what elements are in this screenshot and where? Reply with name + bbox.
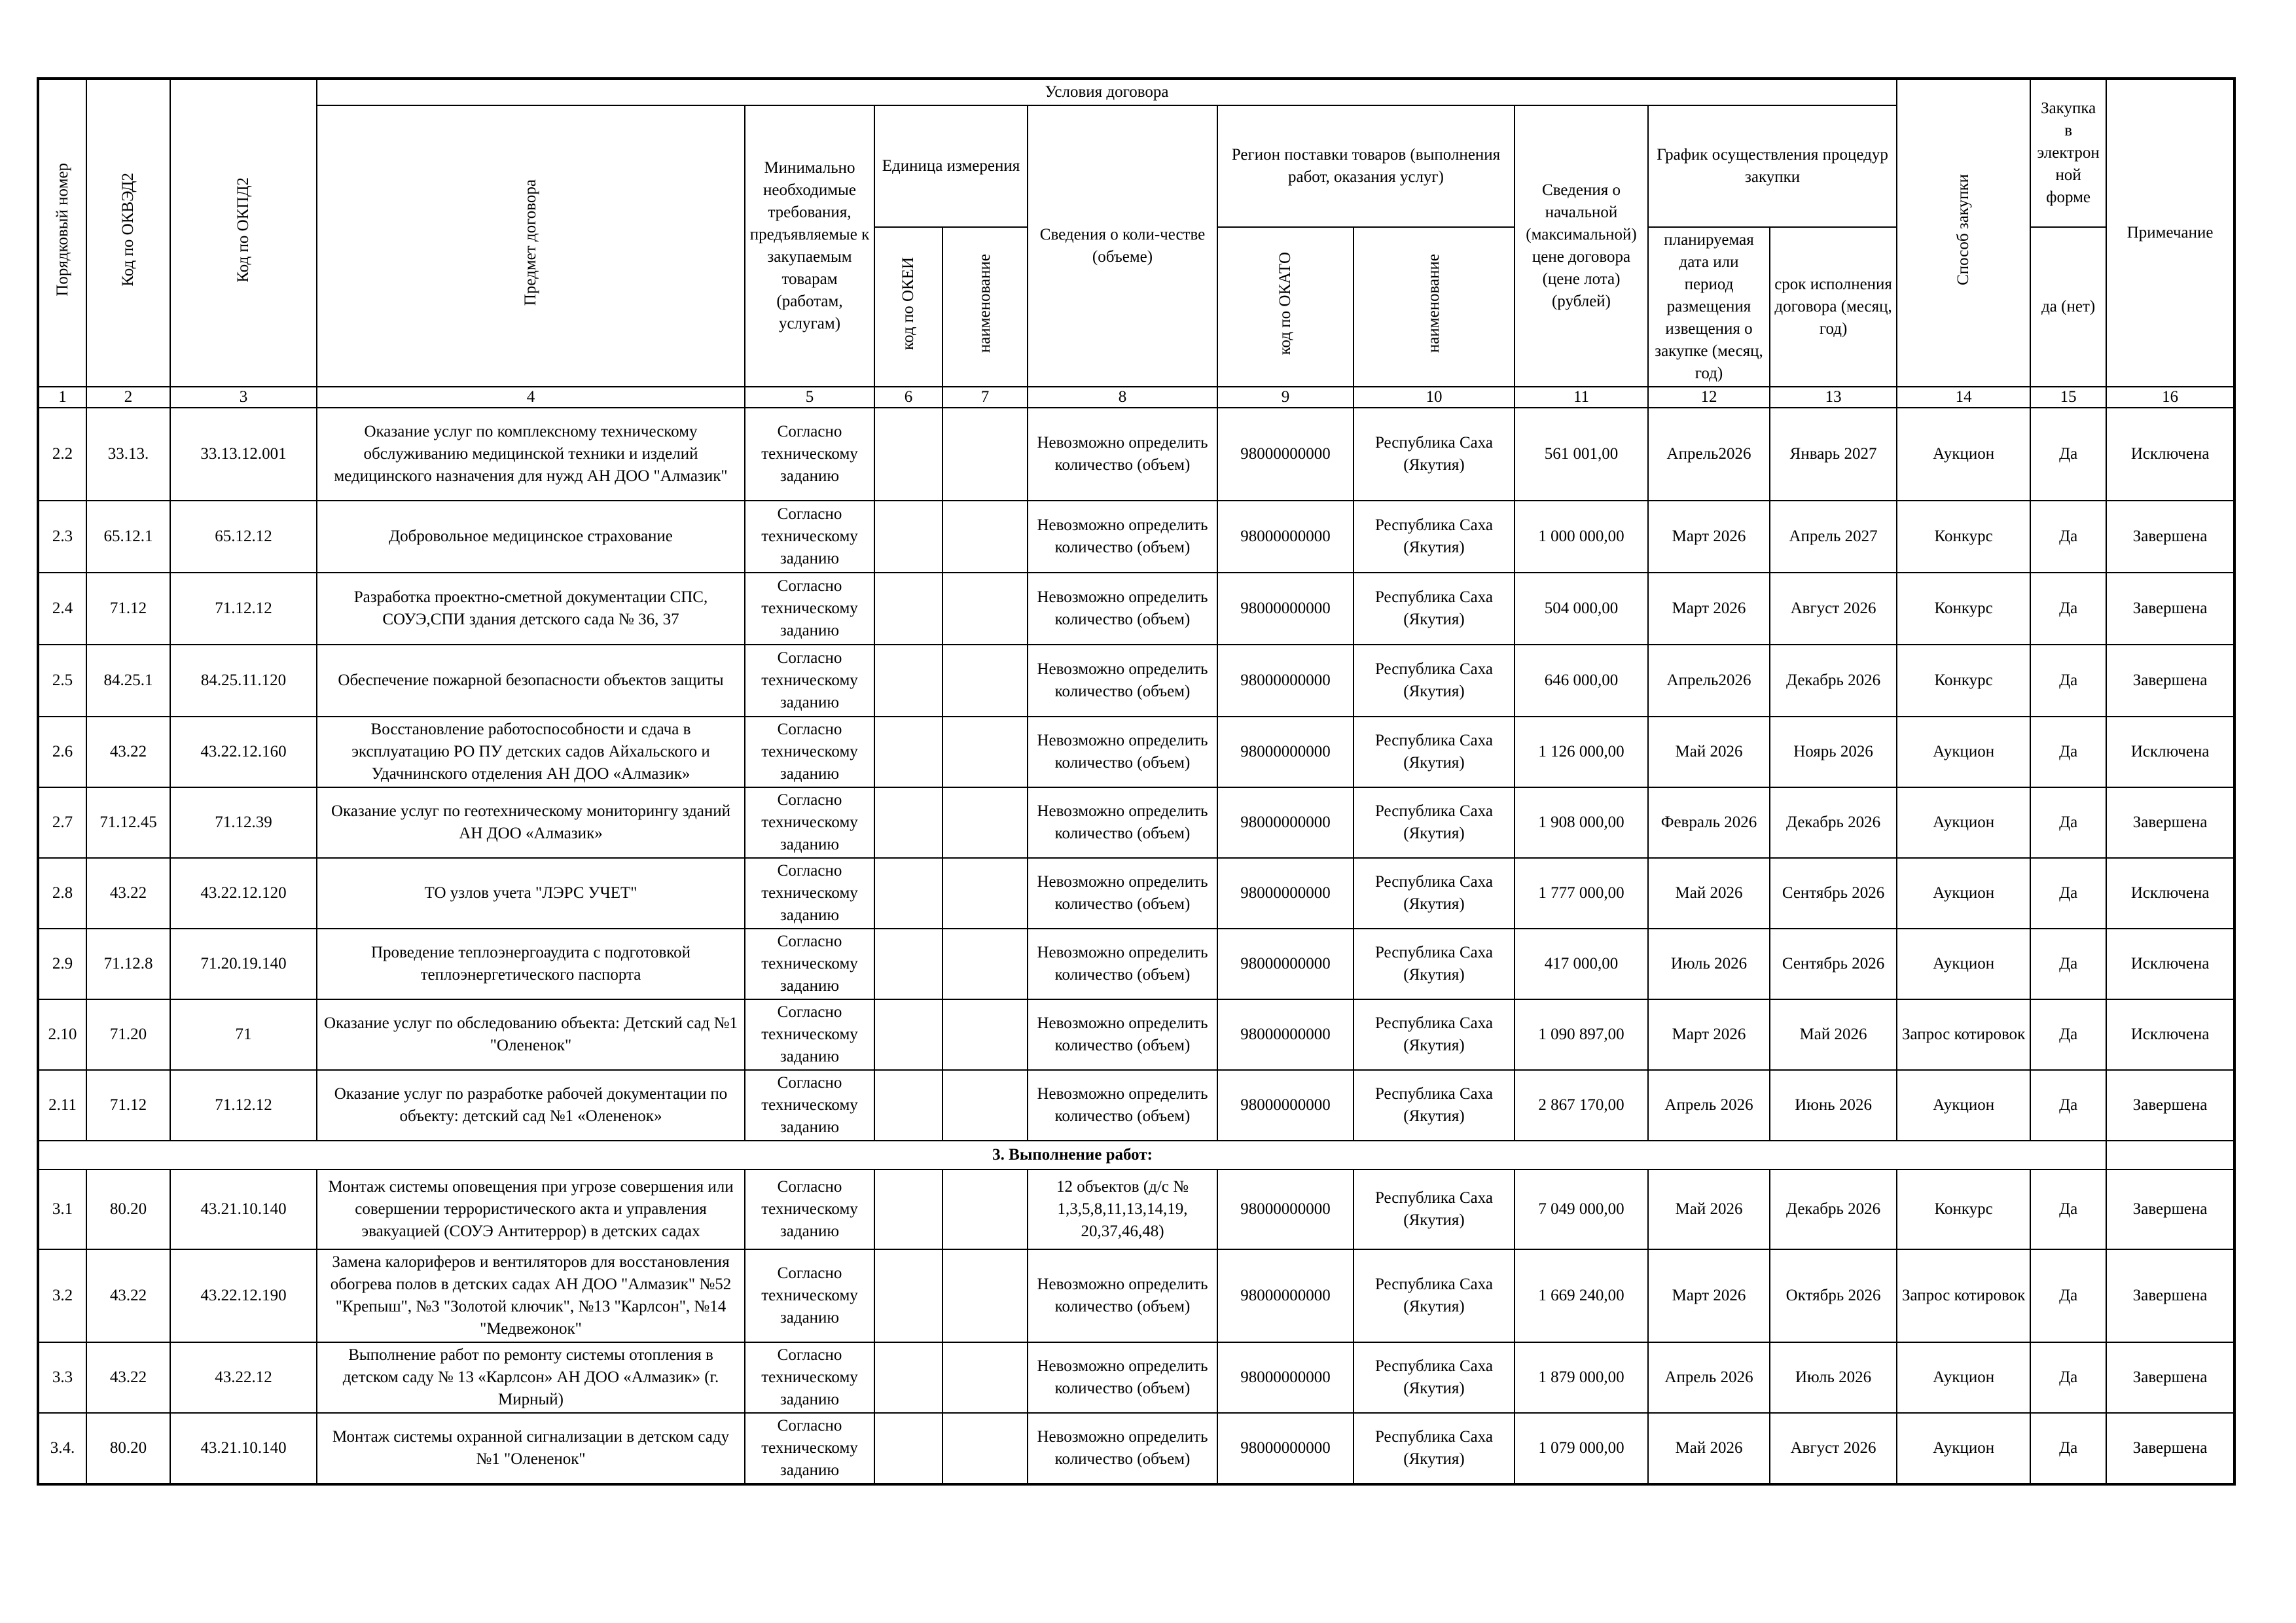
header-note: Примечание: [2106, 79, 2234, 387]
electronic-form: Да: [2030, 645, 2106, 717]
contract-subject: Оказание услуг по комплексному техническому обслуживанию медицинской техники и изделий медицинского назначения для нужд АН ДОО "Алмазик": [317, 408, 745, 501]
section-title-note-cell: [2106, 1141, 2234, 1169]
header-unit: Единица измерения: [874, 105, 1028, 227]
quantity: Невозможно определить количество (объем): [1028, 1342, 1217, 1413]
quantity: Невозможно определить количество (объем): [1028, 787, 1217, 858]
requirements: Согласно техническому заданию: [745, 858, 874, 929]
unit-name: [942, 573, 1028, 645]
okved-code: 43.22: [86, 717, 170, 787]
contract-deadline: Октябрь 2026: [1770, 1249, 1897, 1342]
requirements: Согласно техническому заданию: [745, 929, 874, 999]
row-number: 3.1: [38, 1169, 86, 1249]
planned-date: Март 2026: [1648, 999, 1770, 1070]
unit-name: [942, 645, 1028, 717]
contract-deadline: Июль 2026: [1770, 1342, 1897, 1413]
okato-code: 98000000000: [1217, 408, 1354, 501]
unit-name: [942, 408, 1028, 501]
okpd-code: 43.22.12.190: [170, 1249, 317, 1342]
okei-code: [874, 1413, 942, 1484]
unit-name: [942, 717, 1028, 787]
initial-price: 7 049 000,00: [1515, 1169, 1648, 1249]
planned-date: Февраль 2026: [1648, 787, 1770, 858]
initial-price: 1 879 000,00: [1515, 1342, 1648, 1413]
quantity: Невозможно определить количество (объем): [1028, 858, 1217, 929]
okpd-code: 71.12.39: [170, 787, 317, 858]
okved-code: 43.22: [86, 1342, 170, 1413]
column-number: 4: [317, 387, 745, 408]
okpd-code: 71.12.12: [170, 1070, 317, 1141]
row-number: 2.9: [38, 929, 86, 999]
requirements: Согласно техническому заданию: [745, 1342, 874, 1413]
row-number: 2.11: [38, 1070, 86, 1141]
column-number: 1: [38, 387, 86, 408]
okved-code: 71.12: [86, 573, 170, 645]
okpd-code: 65.12.12: [170, 501, 317, 573]
table-row: [38, 1249, 2234, 1342]
note: Исключена: [2106, 717, 2234, 787]
contract-subject: Выполнение работ по ремонту системы отопления в детском саду № 13 «Карлсон» АН ДОО «Алмазик» (г. Мирный): [317, 1342, 745, 1413]
okato-code: 98000000000: [1217, 929, 1354, 999]
initial-price: 1 908 000,00: [1515, 787, 1648, 858]
column-number: 2: [86, 387, 170, 408]
okato-code: 98000000000: [1217, 1169, 1354, 1249]
table-row: [38, 929, 2234, 999]
planned-date: Март 2026: [1648, 573, 1770, 645]
unit-name: [942, 929, 1028, 999]
procurement-rows-section-2: [38, 408, 2234, 1141]
table-row: [38, 1070, 2234, 1141]
header-price: Сведения о начальной (максимальной) цене договора (цене лота) (рублей): [1515, 105, 1648, 387]
okpd-code: 43.22.12: [170, 1342, 317, 1413]
row-number: 2.3: [38, 501, 86, 573]
unit-name: [942, 787, 1028, 858]
header-terms: Условия договора: [317, 79, 1897, 105]
electronic-form: Да: [2030, 787, 2106, 858]
column-number-row: [38, 387, 2234, 408]
region-name: Республика Саха (Якутия): [1354, 858, 1515, 929]
region-name: Республика Саха (Якутия): [1354, 1413, 1515, 1484]
header-unit-name: наименование: [942, 227, 1028, 387]
procurement-method: Аукцион: [1897, 787, 2030, 858]
header-planned: планируемая дата или период размещения извещения о закупке (месяц, год): [1648, 227, 1770, 387]
contract-deadline: Декабрь 2026: [1770, 645, 1897, 717]
contract-subject: Монтаж системы охранной сигнализации в детском саду №1 "Олененок": [317, 1413, 745, 1484]
row-number: 3.2: [38, 1249, 86, 1342]
requirements: Согласно техническому заданию: [745, 1413, 874, 1484]
table-row: [38, 999, 2234, 1070]
electronic-form: Да: [2030, 408, 2106, 501]
okato-code: 98000000000: [1217, 501, 1354, 573]
requirements: Согласно техническому заданию: [745, 573, 874, 645]
column-number: 7: [942, 387, 1028, 408]
note: Исключена: [2106, 408, 2234, 501]
requirements: Согласно техническому заданию: [745, 1169, 874, 1249]
okpd-code: 43.22.12.160: [170, 717, 317, 787]
header-method: Способ закупки: [1897, 79, 2030, 387]
okpd-code: 43.21.10.140: [170, 1169, 317, 1249]
quantity: Невозможно определить количество (объем): [1028, 717, 1217, 787]
initial-price: 646 000,00: [1515, 645, 1648, 717]
okpd-code: 43.22.12.120: [170, 858, 317, 929]
procurement-plan-table: [37, 77, 2236, 1486]
initial-price: 561 001,00: [1515, 408, 1648, 501]
planned-date: Июль 2026: [1648, 929, 1770, 999]
header-okved: Код по ОКВЭД2: [86, 79, 170, 387]
column-number: 14: [1897, 387, 2030, 408]
electronic-form: Да: [2030, 717, 2106, 787]
okato-code: 98000000000: [1217, 1413, 1354, 1484]
contract-deadline: Декабрь 2026: [1770, 1169, 1897, 1249]
electronic-form: Да: [2030, 1169, 2106, 1249]
row-number: 2.6: [38, 717, 86, 787]
contract-subject: ТО узлов учета "ЛЭРС УЧЕТ": [317, 858, 745, 929]
quantity: Невозможно определить количество (объем): [1028, 999, 1217, 1070]
okato-code: 98000000000: [1217, 1342, 1354, 1413]
planned-date: Март 2026: [1648, 501, 1770, 573]
region-name: Республика Саха (Якутия): [1354, 1070, 1515, 1141]
region-name: Республика Саха (Якутия): [1354, 787, 1515, 858]
planned-date: Май 2026: [1648, 1169, 1770, 1249]
contract-deadline: Ноярь 2026: [1770, 717, 1897, 787]
unit-name: [942, 1070, 1028, 1141]
table-row: [38, 408, 2234, 501]
planned-date: Апрель2026: [1648, 408, 1770, 501]
okei-code: [874, 717, 942, 787]
okei-code: [874, 573, 942, 645]
region-name: Республика Саха (Якутия): [1354, 645, 1515, 717]
procurement-method: Аукцион: [1897, 929, 2030, 999]
okei-code: [874, 1249, 942, 1342]
section-3-header: [38, 1141, 2234, 1169]
okved-code: 84.25.1: [86, 645, 170, 717]
row-number: 2.10: [38, 999, 86, 1070]
procurement-method: Запрос котировок: [1897, 999, 2030, 1070]
initial-price: 1 090 897,00: [1515, 999, 1648, 1070]
electronic-form: Да: [2030, 1249, 2106, 1342]
column-number: 11: [1515, 387, 1648, 408]
okato-code: 98000000000: [1217, 999, 1354, 1070]
row-number: 2.2: [38, 408, 86, 501]
okato-code: 98000000000: [1217, 858, 1354, 929]
note: Завершена: [2106, 645, 2234, 717]
unit-name: [942, 1169, 1028, 1249]
note: Завершена: [2106, 1070, 2234, 1141]
procurement-method: Запрос котировок: [1897, 1249, 2030, 1342]
initial-price: 2 867 170,00: [1515, 1070, 1648, 1141]
contract-deadline: Август 2026: [1770, 573, 1897, 645]
okved-code: 71.12: [86, 1070, 170, 1141]
okved-code: 71.12.8: [86, 929, 170, 999]
quantity: Невозможно определить количество (объем): [1028, 573, 1217, 645]
header-electronic: Закупка в электрон ной форме: [2030, 79, 2106, 227]
okato-code: 98000000000: [1217, 1070, 1354, 1141]
procurement-method: Конкурс: [1897, 573, 2030, 645]
okpd-code: 71.20.19.140: [170, 929, 317, 999]
region-name: Республика Саха (Якутия): [1354, 1342, 1515, 1413]
procurement-plan-sheet: [37, 77, 2233, 1486]
region-name: Республика Саха (Якутия): [1354, 1249, 1515, 1342]
requirements: Согласно техническому заданию: [745, 1249, 874, 1342]
contract-deadline: Сентябрь 2026: [1770, 929, 1897, 999]
electronic-form: Да: [2030, 929, 2106, 999]
okved-code: 71.12.45: [86, 787, 170, 858]
header-okpd: Код по ОКПД2: [170, 79, 317, 387]
quantity: Невозможно определить количество (объем): [1028, 929, 1217, 999]
procurement-method: Аукцион: [1897, 858, 2030, 929]
okei-code: [874, 645, 942, 717]
initial-price: 1 126 000,00: [1515, 717, 1648, 787]
electronic-form: Да: [2030, 999, 2106, 1070]
region-name: Республика Саха (Якутия): [1354, 1169, 1515, 1249]
procurement-rows-section-3: [38, 1169, 2234, 1484]
table-row: [38, 573, 2234, 645]
table-row: [38, 717, 2234, 787]
table-row: [38, 645, 2234, 717]
planned-date: Март 2026: [1648, 1249, 1770, 1342]
okato-code: 98000000000: [1217, 717, 1354, 787]
okpd-code: 71.12.12: [170, 573, 317, 645]
unit-name: [942, 999, 1028, 1070]
header-okato: код по ОКАТО: [1217, 227, 1354, 387]
note: Завершена: [2106, 787, 2234, 858]
electronic-form: Да: [2030, 858, 2106, 929]
header-yes-no: да (нет): [2030, 227, 2106, 387]
okato-code: 98000000000: [1217, 645, 1354, 717]
okved-code: 80.20: [86, 1169, 170, 1249]
okei-code: [874, 1342, 942, 1413]
contract-subject: Оказание услуг по разработке рабочей документации по объекту: детский сад №1 «Олененок»: [317, 1070, 745, 1141]
column-number: 12: [1648, 387, 1770, 408]
quantity: Невозможно определить количество (объем): [1028, 501, 1217, 573]
unit-name: [942, 501, 1028, 573]
region-name: Республика Саха (Якутия): [1354, 717, 1515, 787]
header-requirements: Минимально необходимые требования, предъявляемые к закупаемым товарам (работам, услугам): [745, 105, 874, 387]
requirements: Согласно техническому заданию: [745, 1070, 874, 1141]
procurement-method: Аукцион: [1897, 1413, 2030, 1484]
note: Завершена: [2106, 1413, 2234, 1484]
contract-deadline: Апрель 2027: [1770, 501, 1897, 573]
note: Завершена: [2106, 573, 2234, 645]
column-number: 15: [2030, 387, 2106, 408]
initial-price: 1 777 000,00: [1515, 858, 1648, 929]
requirements: Согласно техническому заданию: [745, 501, 874, 573]
quantity: Невозможно определить количество (объем): [1028, 1070, 1217, 1141]
okei-code: [874, 787, 942, 858]
region-name: Республика Саха (Якутия): [1354, 501, 1515, 573]
initial-price: 1 669 240,00: [1515, 1249, 1648, 1342]
note: Исключена: [2106, 929, 2234, 999]
okved-code: 65.12.1: [86, 501, 170, 573]
contract-deadline: Январь 2027: [1770, 408, 1897, 501]
okei-code: [874, 1169, 942, 1249]
planned-date: Апрель 2026: [1648, 1342, 1770, 1413]
column-number: 5: [745, 387, 874, 408]
okved-code: 71.20: [86, 999, 170, 1070]
column-number: 13: [1770, 387, 1897, 408]
region-name: Республика Саха (Якутия): [1354, 999, 1515, 1070]
header-deadline: срок исполнения договора (месяц, год): [1770, 227, 1897, 387]
initial-price: 1 079 000,00: [1515, 1413, 1648, 1484]
okpd-code: 43.21.10.140: [170, 1413, 317, 1484]
unit-name: [942, 1413, 1028, 1484]
requirements: Согласно техническому заданию: [745, 717, 874, 787]
header-quantity: Сведения о коли-честве (объеме): [1028, 105, 1217, 387]
unit-name: [942, 1249, 1028, 1342]
procurement-method: Конкурс: [1897, 645, 2030, 717]
contract-deadline: Июнь 2026: [1770, 1070, 1897, 1141]
row-number: 2.7: [38, 787, 86, 858]
header-region-name: наименование: [1354, 227, 1515, 387]
contract-deadline: Сентябрь 2026: [1770, 858, 1897, 929]
contract-deadline: Май 2026: [1770, 999, 1897, 1070]
planned-date: Май 2026: [1648, 858, 1770, 929]
procurement-method: Аукцион: [1897, 717, 2030, 787]
contract-subject: Замена калориферов и вентиляторов для восстановления обогрева полов в детских садах АН ДОО "Алмазик" №52 "Крепыш", №3 "Золотой ключик", №13 "Карлсон", №14 "Медвежонок": [317, 1249, 745, 1342]
region-name: Республика Саха (Якутия): [1354, 929, 1515, 999]
column-number: 8: [1028, 387, 1217, 408]
procurement-method: Аукцион: [1897, 1342, 2030, 1413]
region-name: Республика Саха (Якутия): [1354, 573, 1515, 645]
unit-name: [942, 1342, 1028, 1413]
header-schedule: График осуществления процедур закупки: [1648, 105, 1897, 227]
note: Завершена: [2106, 501, 2234, 573]
table-row: [38, 1342, 2234, 1413]
header-seq: Порядковый номер: [38, 79, 86, 387]
planned-date: Май 2026: [1648, 1413, 1770, 1484]
quantity: Невозможно определить количество (объем): [1028, 408, 1217, 501]
planned-date: Апрель 2026: [1648, 1070, 1770, 1141]
column-number: 3: [170, 387, 317, 408]
note: Завершена: [2106, 1249, 2234, 1342]
row-number: 3.3: [38, 1342, 86, 1413]
contract-subject: Обеспечение пожарной безопасности объектов защиты: [317, 645, 745, 717]
header-subject: Предмет договора: [317, 105, 745, 387]
note: Завершена: [2106, 1169, 2234, 1249]
quantity: 12 объектов (д/с № 1,3,5,8,11,13,14,19, 20,37,46,48): [1028, 1169, 1217, 1249]
okpd-code: 84.25.11.120: [170, 645, 317, 717]
initial-price: 1 000 000,00: [1515, 501, 1648, 573]
procurement-method: Конкурс: [1897, 501, 2030, 573]
okei-code: [874, 929, 942, 999]
contract-subject: Оказание услуг по геотехническому мониторингу зданий АН ДОО «Алмазик»: [317, 787, 745, 858]
okved-code: 43.22: [86, 858, 170, 929]
okpd-code: 33.13.12.001: [170, 408, 317, 501]
requirements: Согласно техническому заданию: [745, 999, 874, 1070]
header-okei: код по ОКЕИ: [874, 227, 942, 387]
table-row: [38, 858, 2234, 929]
contract-deadline: Декабрь 2026: [1770, 787, 1897, 858]
note: Завершена: [2106, 1342, 2234, 1413]
requirements: Согласно техническому заданию: [745, 645, 874, 717]
initial-price: 504 000,00: [1515, 573, 1648, 645]
procurement-method: Конкурс: [1897, 1169, 2030, 1249]
okei-code: [874, 1070, 942, 1141]
contract-subject: Разработка проектно-сметной документации СПС, СОУЭ,СПИ здания детского сада № 36, 37: [317, 573, 745, 645]
okato-code: 98000000000: [1217, 573, 1354, 645]
okei-code: [874, 858, 942, 929]
row-number: 3.4.: [38, 1413, 86, 1484]
contract-deadline: Август 2026: [1770, 1413, 1897, 1484]
quantity: Невозможно определить количество (объем): [1028, 1249, 1217, 1342]
contract-subject: Монтаж системы оповещения при угрозе совершения или совершении террористического акта и управления эвакуацией (СОУЭ Антитеррор) в детских садах: [317, 1169, 745, 1249]
table-row: [38, 501, 2234, 573]
contract-subject: Восстановление работоспособности и сдача в эксплуатацию РО ПУ детских садов Айхальского и Удачнинского отделения АН ДОО «Алмазик»: [317, 717, 745, 787]
quantity: Невозможно определить количество (объем): [1028, 1413, 1217, 1484]
electronic-form: Да: [2030, 1070, 2106, 1141]
contract-subject: Оказание услуг по обследованию объекта: Детский сад №1 "Олененок": [317, 999, 745, 1070]
electronic-form: Да: [2030, 1342, 2106, 1413]
row-number: 2.4: [38, 573, 86, 645]
column-number: 6: [874, 387, 942, 408]
okved-code: 80.20: [86, 1413, 170, 1484]
okato-code: 98000000000: [1217, 1249, 1354, 1342]
okei-code: [874, 501, 942, 573]
okei-code: [874, 999, 942, 1070]
contract-subject: Проведение теплоэнергоаудита с подготовкой теплоэнергетического паспорта: [317, 929, 745, 999]
column-number: 16: [2106, 387, 2234, 408]
table-row: [38, 787, 2234, 858]
planned-date: Апрель2026: [1648, 645, 1770, 717]
column-number: 10: [1354, 387, 1515, 408]
note: Исключена: [2106, 858, 2234, 929]
okved-code: 43.22: [86, 1249, 170, 1342]
requirements: Согласно техническому заданию: [745, 787, 874, 858]
okpd-code: 71: [170, 999, 317, 1070]
note: Исключена: [2106, 999, 2234, 1070]
okei-code: [874, 408, 942, 501]
okato-code: 98000000000: [1217, 787, 1354, 858]
procurement-method: Аукцион: [1897, 1070, 2030, 1141]
header-region: Регион поставки товаров (выполнения работ, оказания услуг): [1217, 105, 1515, 227]
procurement-method: Аукцион: [1897, 408, 2030, 501]
table-row: [38, 1169, 2234, 1249]
planned-date: Май 2026: [1648, 717, 1770, 787]
row-number: 2.8: [38, 858, 86, 929]
electronic-form: Да: [2030, 501, 2106, 573]
okved-code: 33.13.: [86, 408, 170, 501]
electronic-form: Да: [2030, 573, 2106, 645]
row-number: 2.5: [38, 645, 86, 717]
table-row: [38, 1413, 2234, 1484]
unit-name: [942, 858, 1028, 929]
column-number: 9: [1217, 387, 1354, 408]
section-title: 3. Выполнение работ:: [38, 1141, 2106, 1169]
initial-price: 417 000,00: [1515, 929, 1648, 999]
quantity: Невозможно определить количество (объем): [1028, 645, 1217, 717]
contract-subject: Добровольное медицинское страхование: [317, 501, 745, 573]
region-name: Республика Саха (Якутия): [1354, 408, 1515, 501]
requirements: Согласно техническому заданию: [745, 408, 874, 501]
electronic-form: Да: [2030, 1413, 2106, 1484]
